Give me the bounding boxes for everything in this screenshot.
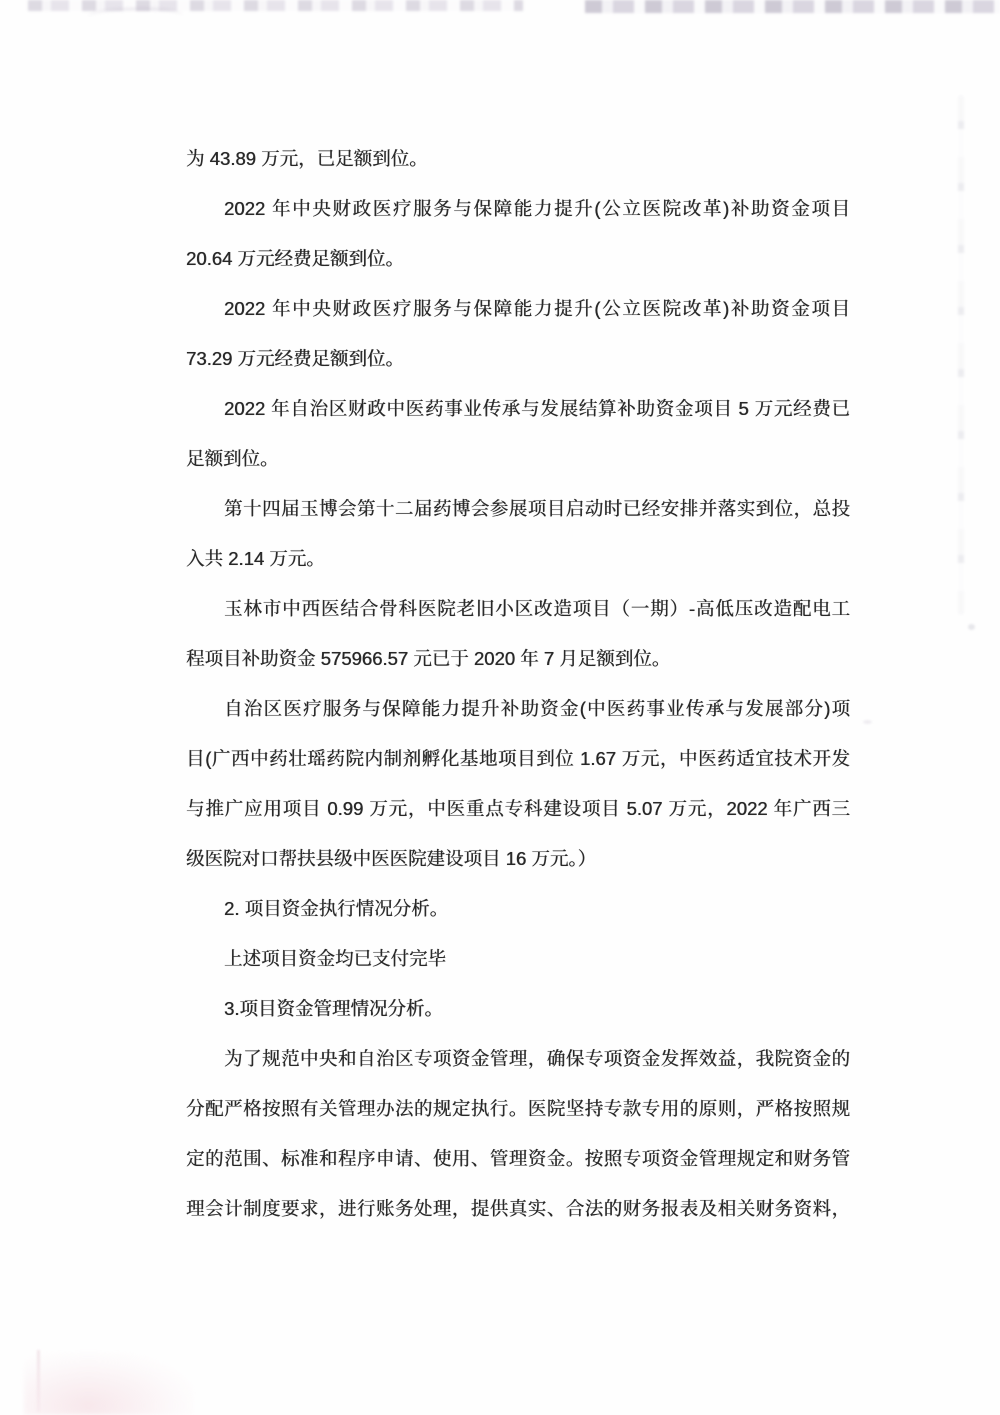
text-line: 2. 项目资金执行情况分析。	[224, 898, 449, 919]
text-line: 2022 年中央财政医疗服务与保障能力提升(公立医院改革)补助资金项目	[224, 198, 850, 219]
paragraph	[186, 384, 850, 484]
text-line: 分配严格按照有关管理办法的规定执行。医院坚持专款专用的原则，严格按照规	[186, 1098, 850, 1119]
text-line: 2022 年中央财政医疗服务与保障能力提升(公立医院改革)补助资金项目	[224, 298, 850, 319]
text-line: 上述项目资金均已支付完毕	[224, 948, 447, 969]
text-line: 定的范围、标准和程序申请、使用、管理资金。按照专项资金管理规定和财务管	[186, 1148, 850, 1169]
text-line: 3.项目资金管理情况分析。	[224, 998, 443, 1019]
text-line: 与推广应用项目 0.99 万元，中医重点专科建设项目 5.07 万元，2022 年广西三	[186, 798, 850, 819]
paragraph	[186, 984, 850, 1034]
paragraph	[186, 134, 850, 184]
scan-noise-top-right	[585, 0, 1000, 13]
scan-noise-right-strip	[958, 95, 964, 615]
paragraph	[186, 684, 850, 884]
document-body	[186, 134, 850, 1234]
text-line: 程项目补助资金 575966.57 元已于 2020 年 7 月足额到位。	[186, 648, 671, 669]
scan-smudge-line	[37, 1350, 40, 1412]
text-line: 级医院对口帮扶县级中医医院建设项目 16 万元。）	[186, 848, 597, 869]
text-line: 第十四届玉博会第十二届药博会参展项目启动时已经安排并落实到位，总投	[224, 498, 850, 519]
paragraph	[186, 934, 850, 984]
scan-noise-squiggle	[88, 8, 183, 26]
text-line: 目(广西中药壮瑶药院内制剂孵化基地项目到位 1.67 万元，中医药适宜技术开发	[186, 748, 850, 769]
text-line: 73.29 万元经费足额到位。	[186, 348, 404, 369]
paragraph	[186, 484, 850, 584]
text-line: 为 43.89 万元，已足额到位。	[186, 148, 428, 169]
text-line: 自治区医疗服务与保障能力提升补助资金(中医药事业传承与发展部分)项	[224, 698, 850, 719]
scan-smudge-bottom-left	[24, 1352, 194, 1415]
text-line: 入共 2.14 万元。	[186, 548, 325, 569]
text-line: 玉林市中西医结合骨科医院老旧小区改造项目（一期）-高低压改造配电工	[224, 598, 850, 619]
text-line: 为了规范中央和自治区专项资金管理，确保专项资金发挥效益，我院资金的	[224, 1048, 850, 1069]
text-line: 2022 年自治区财政中医药事业传承与发展结算补助资金项目 5 万元经费已	[224, 398, 850, 419]
scan-speck	[968, 624, 975, 630]
paragraph	[186, 1034, 850, 1234]
text-line: 理会计制度要求，进行账务处理，提供真实、合法的财务报表及相关财务资料，	[186, 1198, 850, 1219]
paragraph	[186, 284, 850, 384]
scan-speck	[863, 720, 872, 724]
text-line: 20.64 万元经费足额到位。	[186, 248, 404, 269]
scan-noise-top-left	[28, 0, 523, 11]
paragraph	[186, 584, 850, 684]
text-line: 足额到位。	[186, 448, 279, 469]
paragraph	[186, 884, 850, 934]
paragraph	[186, 184, 850, 284]
